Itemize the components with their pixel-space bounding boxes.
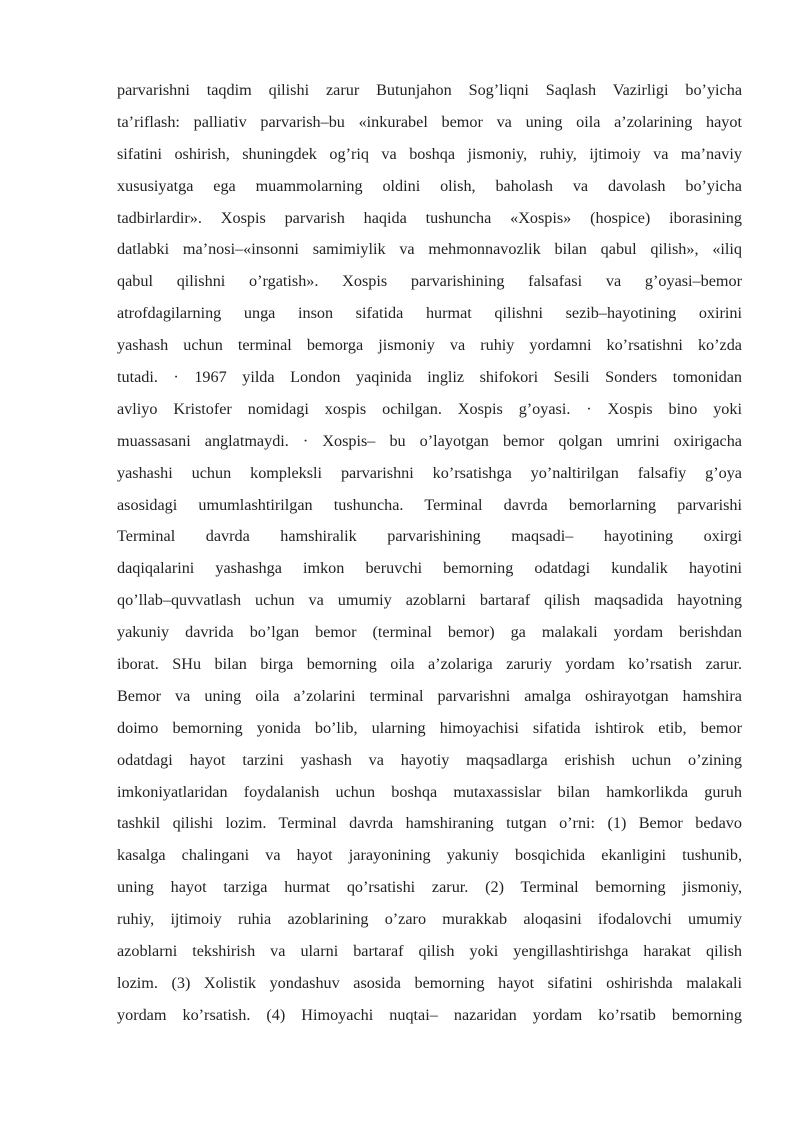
text-line: yashashi uchun kompleksli parvarishni ko’rsatishga yo’naltirilgan falsafiy g’oya	[117, 463, 742, 482]
text-line: tutadi. · 1967 yilda London yaqinida ingliz shifokori Sesili Sonders tomonidan	[117, 368, 742, 387]
text-line: tadbirlardir». Xospis parvarish haqida tushuncha «Xospis» (hospice) iborasining	[117, 208, 742, 227]
text-line: sifatini oshirish, shuningdek og’riq va boshqa jismoniy, ruhiy, ijtimoiy va ma’naviy	[117, 144, 742, 163]
text-line: qabul qilishni o’rgatish». Xospis parvarishining falsafasi va g’oyasi–bemor	[117, 272, 742, 291]
text-line: daqiqalarini yashashga imkon beruvchi bemorning odatdagi kundalik hayotini	[117, 559, 742, 578]
text-line: datlabki ma’nosi–«insonni samimiylik va mehmonnavozlik bilan qabul qilish», «iliq	[117, 240, 742, 259]
text-line: yashash uchun terminal bemorga jismoniy va ruhiy yordamni ko’rsatishni ko’zda	[117, 336, 742, 355]
text-line: xususiyatga ega muammolarning oldini olish, baholash va davolash bo’yicha	[117, 176, 742, 195]
text-line: doimo bemorning yonida bo’lib, ularning himoyachisi sifatida ishtirok etib, bemor	[117, 718, 742, 737]
text-line: imkoniyatlaridan foydalanish uchun boshqa mutaxassislar bilan hamkorlikda guruh	[117, 782, 742, 801]
text-line: kasalga chalingani va hayot jarayonining yakuniy bosqichida ekanligini tushunib,	[117, 846, 742, 865]
text-line: muassasani anglatmaydi. · Xospis– bu o’layotgan bemor qolgan umrini oxirigacha	[117, 431, 742, 450]
text-line: azoblarni tekshirish va ularni bartaraf qilish yoki yengillashtirishga harakat qilish	[117, 942, 742, 961]
text-line: iborat. SHu bilan birga bemorning oila a’zolariga zaruriy yordam ko’rsatish zarur.	[117, 655, 742, 674]
text-line: yordam ko’rsatish. (4) Himoyachi nuqtai– nazaridan yordam ko’rsatib bemorning	[117, 1005, 742, 1024]
text-line: Bemor va uning oila a’zolarini terminal parvarishni amalga oshirayotgan hamshira	[117, 686, 742, 705]
text-line: ta’riflash: palliativ parvarish–bu «inkurabel bemor va uning oila a’zolarining hayot	[117, 112, 742, 131]
text-line: uning hayot tarziga hurmat qo’rsatishi zarur. (2) Terminal bemorning jismoniy,	[117, 878, 742, 897]
text-line: tashkil qilishi lozim. Terminal davrda hamshiraning tutgan o’rni: (1) Bemor bedavo	[117, 814, 742, 833]
text-line: avliyo Kristofer nomidagi xospis ochilgan. Xospis g’oyasi. · Xospis bino yoki	[117, 399, 742, 418]
text-line: lozim. (3) Xolistik yondashuv asosida bemorning hayot sifatini oshirishda malakali	[117, 973, 742, 992]
text-line: parvarishni taqdim qilishi zarur Butunjahon Sog’liqni Saqlash Vazirligi bo’yicha	[117, 81, 742, 99]
text-line: Terminal davrda hamshiralik parvarishining maqsadi– hayotining oxirgi	[117, 527, 742, 546]
text-line: qo’llab–quvvatlash uchun va umumiy azoblarni bartaraf qilish maqsadida hayotning	[117, 591, 742, 610]
text-line: yakuniy davrida bo’lgan bemor (terminal bemor) ga malakali yordam berishdan	[117, 623, 742, 642]
text-line: asosidagi umumlashtirilgan tushuncha. Terminal davrda bemorlarning parvarishi	[117, 495, 742, 514]
text-line: odatdagi hayot tarzini yashash va hayotiy maqsadlarga erishish uchun o’zining	[117, 750, 742, 769]
text-line: ruhiy, ijtimoiy ruhia azoblarining o’zaro murakkab aloqasini ifodalovchi umumiy	[117, 910, 742, 929]
body-text	[117, 75, 742, 1032]
text-line: atrofdagilarning unga inson sifatida hurmat qilishni sezib–hayotining oxirini	[117, 304, 742, 323]
